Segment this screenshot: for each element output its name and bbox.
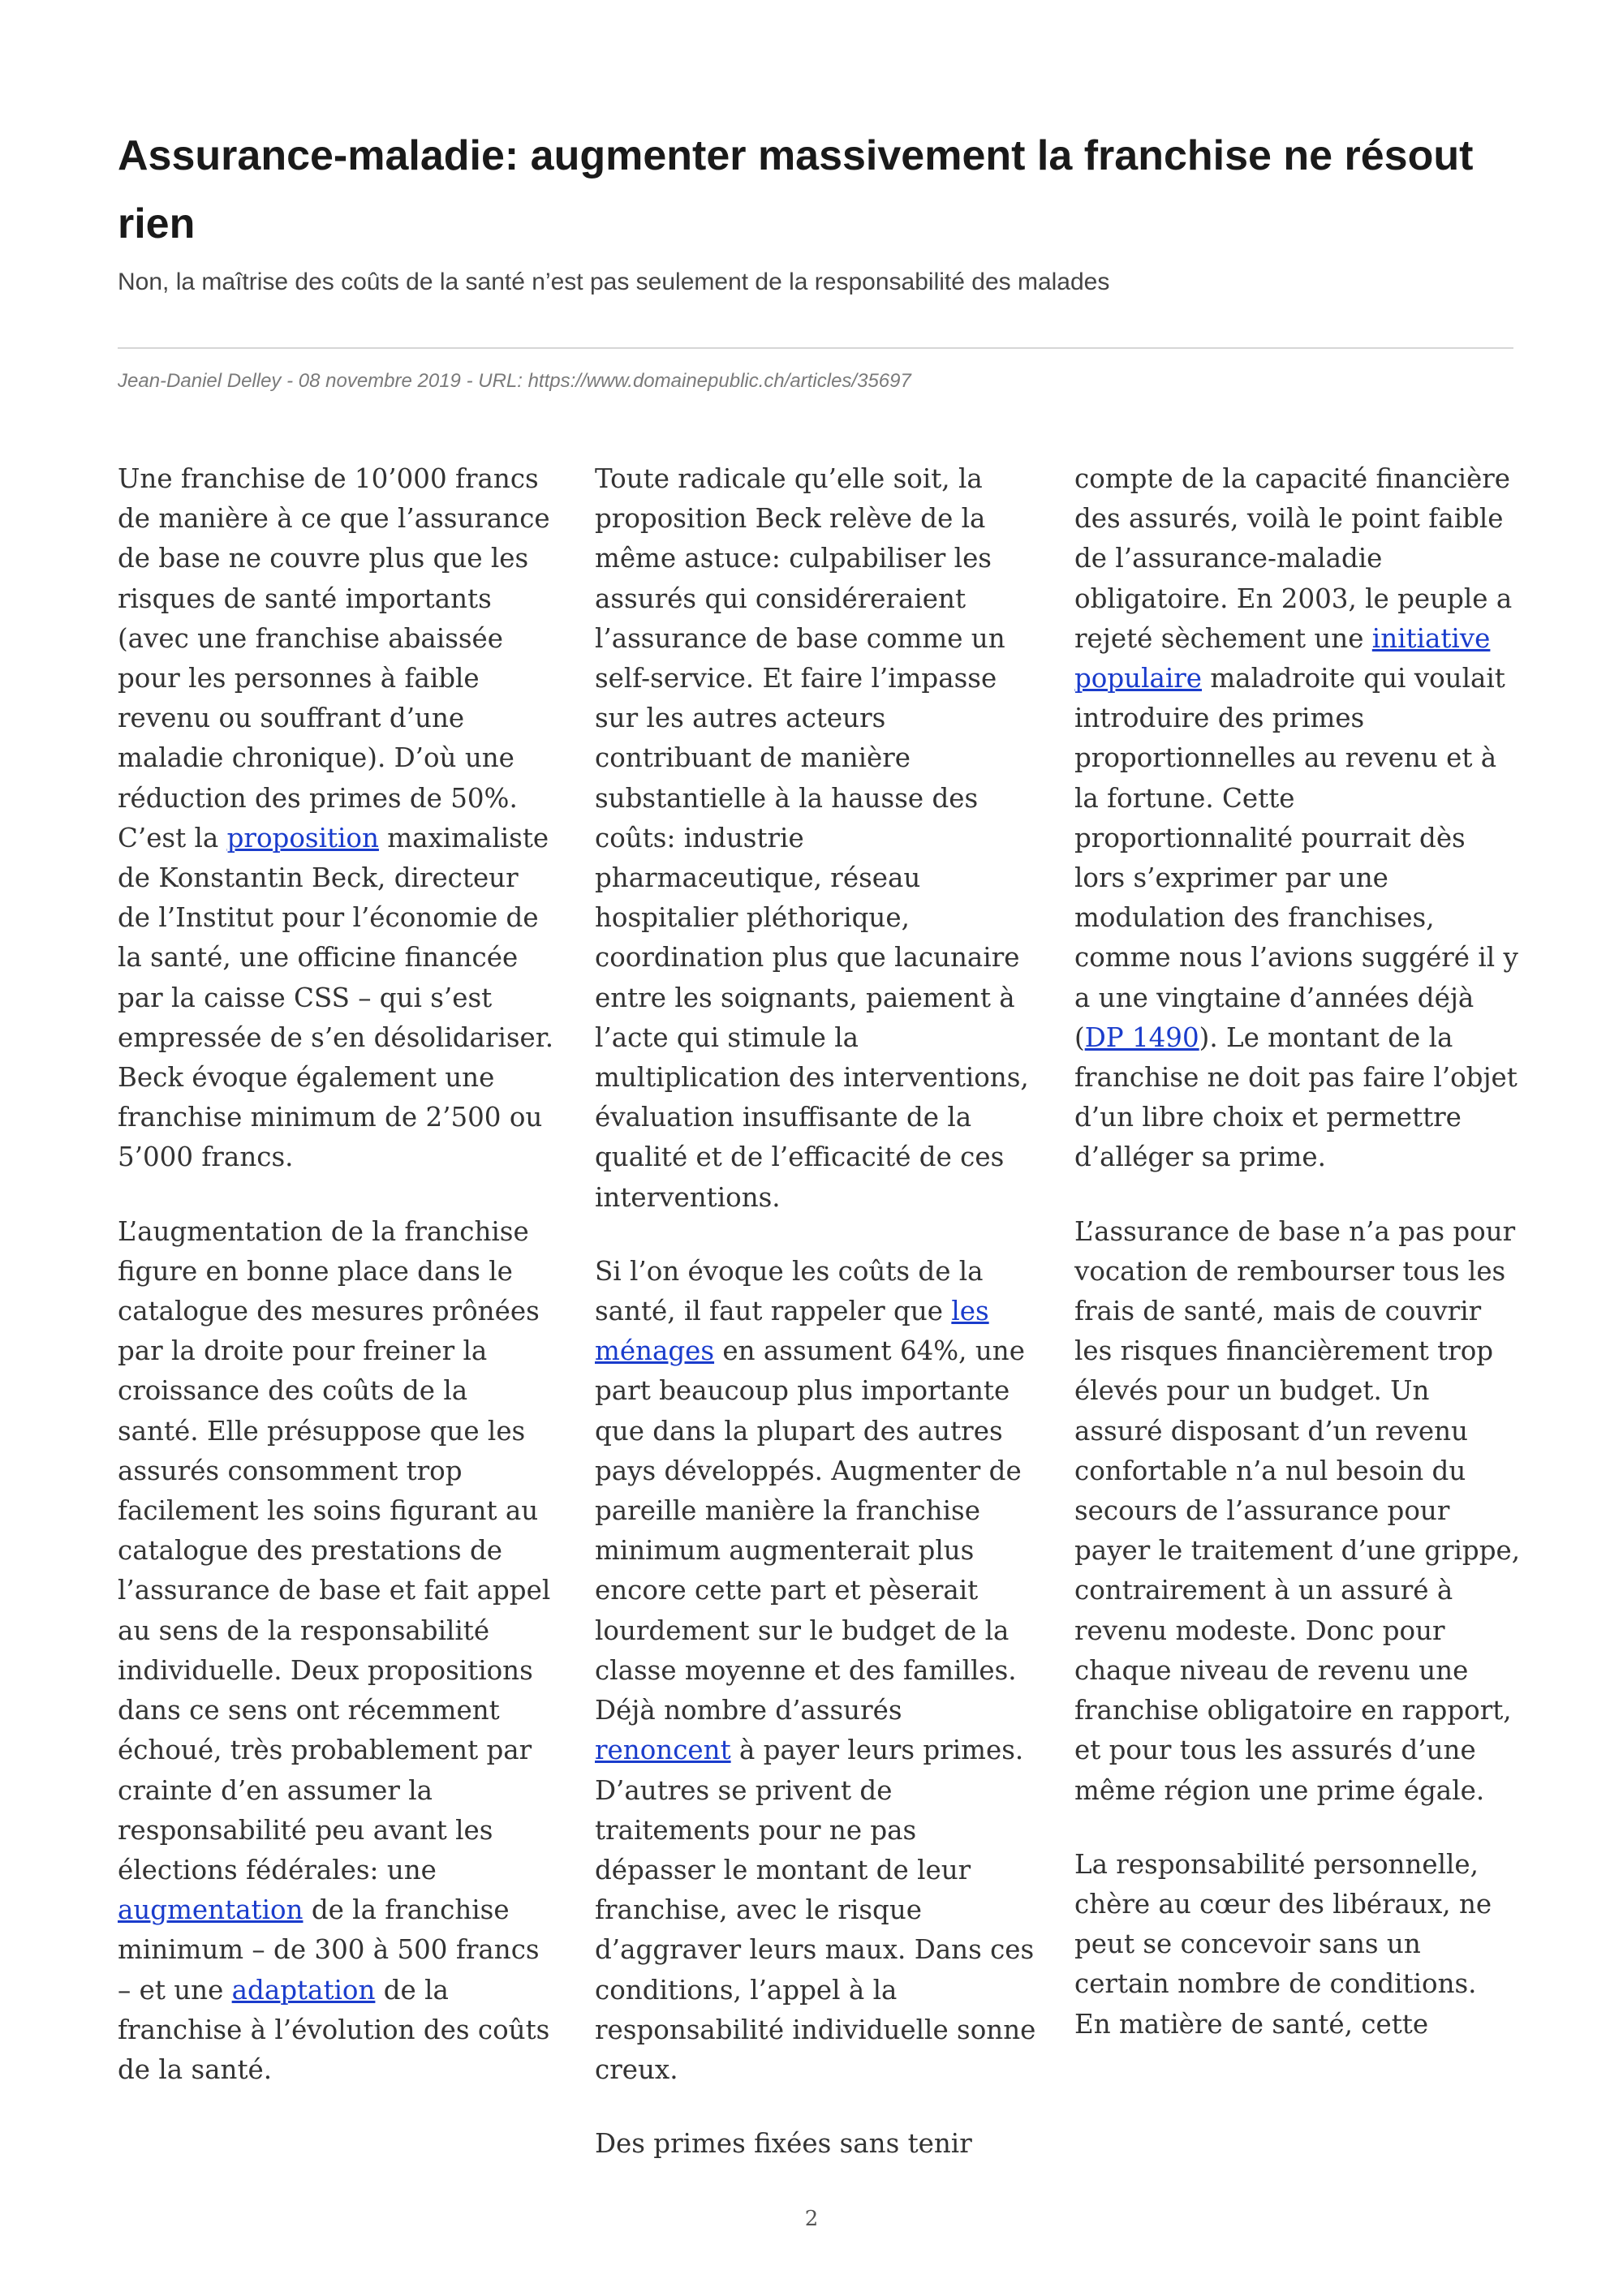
text-run: de la franchise minimum – de 300 à 500 francs – et une xyxy=(118,1894,540,2006)
link-les-menages[interactable]: les ménages xyxy=(595,1296,989,1367)
link-initiative-populaire[interactable]: initiative populaire xyxy=(1074,622,1491,694)
paragraph: La responsabilité personnelle, chère au cœur des libéraux, ne peut se concevoir sans un certain nombre de conditions. En matière de santé, cette xyxy=(1074,1848,1492,2040)
text-run: de la franchise à l’évolution des coûts de la santé. xyxy=(118,1974,550,2085)
paragraph: L’assurance de base n’a pas pour vocation de rembourser tous les frais de santé, mais de couvrir les risques financièrement trop élevés pour un budget. Un assuré disposant d’un revenu confortable n’a nul besoin du secours de l’assurance pour payer le traitement d’une grippe, contrairement à un assuré à revenu modeste. Donc pour chaque niveau de revenu une franchise obligatoire en rapport, et pour tous les assurés d’une même région une prime égale. xyxy=(1074,1215,1521,1806)
text-run: maladroite qui voulait introduire des primes proportionnelles au revenu et à la fortune. Cette proportionnalité pourrait dès lors s’exprimer par une modulation des franchises, comme nous l’avions suggéré il y a une vingtaine d’années déjà ( xyxy=(1074,663,1518,1053)
text-run: ). Le montant de la franchise ne doit pas faire l’objet d’un libre choix et permettre d’alléger sa prime. xyxy=(1074,1021,1518,1173)
text-column-1 xyxy=(118,459,556,2124)
paragraph: Toute radicale qu’elle soit, la proposition Beck relève de la même astuce: culpabiliser les assurés qui considéreraient l’assurance de base comme un self-service. Et faire l’impasse sur les autres acteurs contribuant de manière substantielle à la hausse des coûts: industrie pharmaceutique, réseau hospitalier pléthorique, coordination plus que lacunaire entre les soignants, paiement à l’acte qui stimule la multiplication des interventions, évaluation insuffisante de la qualité et de l’efficacité de ces interventions. xyxy=(595,463,1029,1213)
link-proposition[interactable]: proposition xyxy=(226,822,379,853)
text-run: compte de la capacité financière des assurés, voilà le point faible de l’assurance-maladie obligatoire. En 2003, le peuple a rejeté sèchement une xyxy=(1074,463,1513,654)
text-column-2 xyxy=(595,459,1037,2198)
paragraph xyxy=(118,459,556,1178)
paragraph: Des primes fixées sans tenir xyxy=(595,2128,972,2160)
header-divider xyxy=(118,347,1513,349)
article-meta: Jean-Daniel Delley - 08 novembre 2019 - URL: https://www.domainepublic.ch/articles/35697 xyxy=(118,370,911,392)
text-run: en assument 64%, une part beaucoup plus importante que dans la plupart des autres pays développés. Augmenter de pareille manière la franchise minimum augmenterait plus encore cette part et pèserait lourdement sur le budget de la classe moyenne et des familles. Déjà nombre d’assurés xyxy=(595,1335,1025,1726)
text-column-3 xyxy=(1074,459,1521,2079)
page-number: 2 xyxy=(804,2207,819,2231)
text-run: Si l’on évoque les coûts de la santé, il faut rappeler que xyxy=(595,1255,984,1327)
paragraph xyxy=(1074,459,1521,1178)
article-subtitle: Non, la maîtrise des coûts de la santé n’est pas seulement de la responsabilité des malades xyxy=(118,269,1110,295)
text-run: Une franchise de 10’000 francs de manière à ce que l’assurance de base ne couvre plus que les risques de santé importants (avec une franchise abaissée pour les personnes à faible revenu ou souffrant d’une maladie chronique). D’où une réduction des primes de 50%. C’est la xyxy=(118,463,550,853)
article-header xyxy=(118,122,1513,300)
link-augmentation[interactable]: augmentation xyxy=(118,1894,304,1926)
paragraph xyxy=(118,1212,556,2090)
text-run: L’augmentation de la franchise figure en bonne place dans le catalogue des mesures prônées par la droite pour freiner la croissance des coûts de la santé. Elle présuppose que les assurés consomment trop facilement les soins figurant au catalogue des prestations de l’assurance de base et fait appel au sens de la responsabilité individuelle. Deux propositions dans ce sens ont récemment échoué, très probablement par crainte d’en assumer la responsabilité peu avant les élections fédérales: une xyxy=(118,1215,551,1885)
paragraph xyxy=(595,1252,1037,2090)
text-run: maximaliste de Konstantin Beck, directeur de l’Institut pour l’économie de la santé, une officine financée par la caisse CSS – qui s’est empressée de s’en désolidariser. Beck évoque également une franchise minimum de 2’500 ou 5’000 francs. xyxy=(118,822,554,1173)
link-dp-1490[interactable]: DP 1490 xyxy=(1084,1021,1199,1053)
text-run: à payer leurs primes. D’autres se privent de traitements pour ne pas dépasser le montant de leur franchise, avec le risque d’aggraver leurs maux. Dans ces conditions, l’appel à la responsabilité individuelle sonne creux. xyxy=(595,1735,1036,2085)
link-adaptation[interactable]: adaptation xyxy=(231,1974,376,2006)
link-renoncent[interactable]: renoncent xyxy=(595,1735,731,1766)
article-title: Assurance-maladie: augmenter massivement la franchise ne résout rien xyxy=(118,132,1474,247)
